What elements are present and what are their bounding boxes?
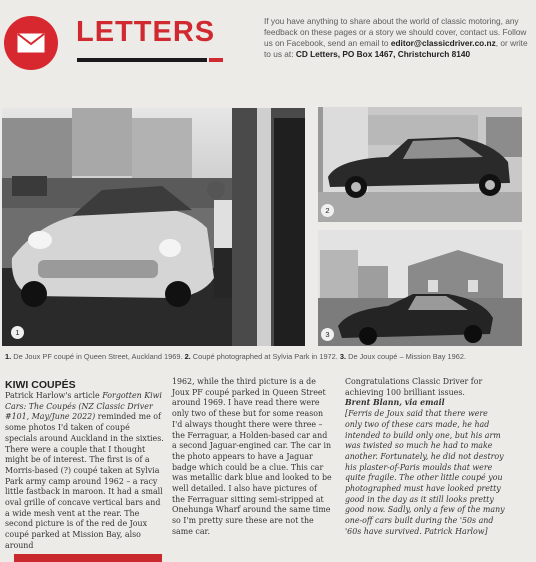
intro-text: If you have anything to share about the world of classic motoring, any feedback on these pages or a story we should cover, contact us. Follow us on Facebook, send an email to editor@classicdriver.co.nz, or write to us at: CD Letters, PO Box 1467, Christchurch 8140: [264, 16, 528, 59]
editor-reply: [Ferris de Joux said that there were only two of these cars made, he had intended to build only one, but his arm was twisted so much he had to make another. Fortunately, he did not destroy his plaster-of-Paris moulds that were quite fragile. The other little coupé you photographed must have looked pretty good in the day as it still looks pretty good now. Sadly, only a few of the many one-off cars built during the '50s and '60s have survived. Patrick Harlow]: [345, 409, 505, 536]
postal-address: CD Letters, PO Box 1467, Christchurch 8140: [295, 49, 471, 59]
photo-sylvia-park: [318, 107, 522, 222]
title-underline: [77, 58, 207, 62]
article-heading: KIWI COUPÉS: [5, 379, 76, 391]
photo-2-image: [318, 107, 522, 222]
envelope-icon: [17, 33, 45, 53]
congratulations-text: Congratulations Classic Driver for achieving 100 brilliant issues.: [345, 377, 483, 397]
photo-1-image: [2, 108, 305, 346]
photo-number: 2: [321, 204, 334, 217]
photo-captions: 1. De Joux PF coupé in Queen Street, Auckland 1969. 2. Coupé photographed at Sylvia Park in 1972. 3. De Joux coupé – Mission Bay 1962.: [5, 352, 467, 361]
contact-email[interactable]: editor@classicdriver.co.nz: [390, 38, 496, 48]
photo-mission-bay: [318, 230, 522, 346]
letter-signature: Brent Blann, via email: [345, 398, 445, 408]
photo-3-image: [318, 230, 522, 346]
photo-number: 1: [11, 326, 24, 339]
bottom-accent-bar: [14, 554, 162, 562]
photo-queen-street: [2, 108, 305, 346]
letters-logo: [4, 16, 58, 70]
article-column-2: 1962, while the third picture is a de Joux PF coupé parked in Queen Street around 1969. I have read there were only two of these but for some reason I'd always thought there were three – the Ferraguar, a Holden-based car and a second Jaguar-engined car. The car in the photo appears to have a Jaguar badge which could be a clue. This car was metallic dark blue and looked to be well detailed. I also have pictures of the Ferraguar sitting semi-stripped at Onehunga Wharf around the same time so I'm pretty sure these are not the same car.: [172, 377, 332, 536]
photo-number: 3: [321, 328, 334, 341]
article-column-1: Patrick Harlow's article Forgotten Kiwi Cars: The Coupés (NZ Classic Driver #101, May/June 2022) reminded me of some photos I'd taken of coupé specials around Auckland in the sixties. There were a couple that I thought might be of interest. The first is of a Morris-based (?) coupé taken at Sylvia Park army camp around 1962 – a racy little fastback in maroon. It had a small oval grille of concave vertical bars and a wide mesh vent at the rear. The second picture is of the red de Joux coupé parked at Mission Bay, also around: [5, 391, 164, 550]
article-column-3: [345, 377, 507, 538]
page-title: LETTERS: [76, 16, 216, 48]
